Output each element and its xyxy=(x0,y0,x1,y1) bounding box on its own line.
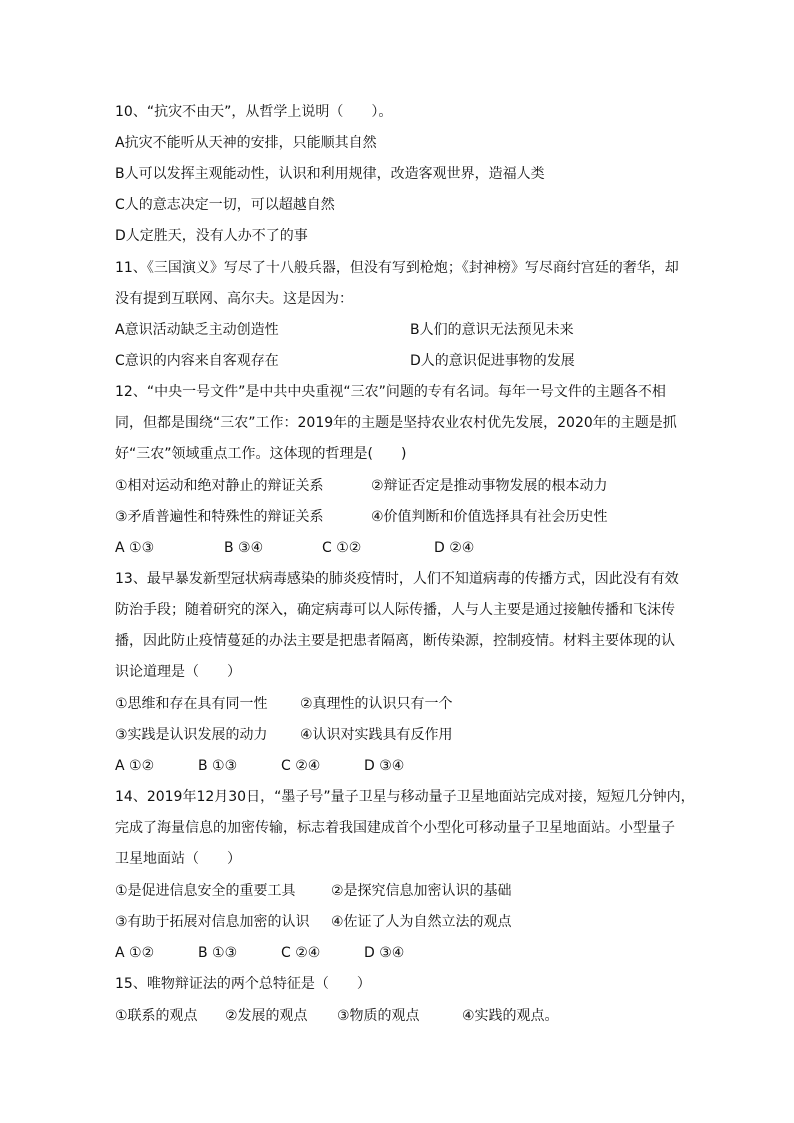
question-13-statement-1: ①思维和存在具有同一性 xyxy=(115,696,268,712)
question-12-statement-1: ①相对运动和绝对静止的辩证关系 xyxy=(115,478,324,494)
question-14-stem-line-1: 14、2019年12月30日，“墨子号”量子卫星与移动量子卫星地面站完成对接，短短几分钟内， xyxy=(115,789,695,805)
question-12-stem-line-3: 好“三农”领域重点工作。这体现的哲理是( ) xyxy=(115,446,407,462)
question-13-statement-2: ②真理性的认识只有一个 xyxy=(300,696,453,712)
question-15-statement-2: ②发展的观点 xyxy=(225,1008,308,1024)
question-14-statement-3: ③有助于拓展对信息加密的认识 xyxy=(115,914,310,930)
question-12-option-a: A ①③ xyxy=(115,540,155,556)
question-10-option-d: D人定胜天，没有人办不了的事 xyxy=(115,228,308,244)
question-15-statement-1: ①联系的观点 xyxy=(115,1008,198,1024)
question-14-stem-line-2: 完成了海量信息的加密传输，标志着我国建成首个小型化可移动量子卫星地面站。小型量子 xyxy=(115,820,675,836)
question-11-option-c: C意识的内容来自客观存在 xyxy=(115,353,279,369)
question-14-statement-1: ①是促进信息安全的重要工具 xyxy=(115,883,296,899)
question-12-statement-2: ②辩证否定是推动事物发展的根本动力 xyxy=(371,478,608,494)
question-14-option-c: C ②④ xyxy=(281,945,321,961)
question-10-option-c: C人的意志决定一切，可以超越自然 xyxy=(115,197,335,213)
question-12-option-d: D ②④ xyxy=(434,540,475,556)
question-11-option-a: A意识活动缺乏主动创造性 xyxy=(115,322,279,338)
question-11-stem-line-1: 11、《三国演义》写尽了十八般兵器，但没有写到枪炮；《封神榜》写尽商纣宫廷的奢华，却 xyxy=(115,260,679,276)
question-14-statement-4: ④佐证了人为自然立法的观点 xyxy=(331,914,512,930)
question-12-stem-line-1: 12、“中央一号文件”是中共中央重视“三农”问题的专有名词。每年一号文件的主题各不相 xyxy=(115,384,666,400)
question-14-option-b: B ①③ xyxy=(198,945,238,961)
question-13-option-c: C ②④ xyxy=(281,758,321,774)
question-14-option-d: D ③④ xyxy=(364,945,405,961)
question-12-statement-3: ③矛盾普遍性和特殊性的辩证关系 xyxy=(115,509,324,525)
question-15-statement-4: ④实践的观点。 xyxy=(462,1008,559,1024)
question-13-option-b: B ①③ xyxy=(198,758,238,774)
question-15-stem: 15、唯物辩证法的两个总特征是（ ） xyxy=(115,976,371,992)
question-12-statement-4: ④价值判断和价值选择具有社会历史性 xyxy=(371,509,608,525)
question-12-stem-line-2: 同，但都是围绕“三农”工作：2019年的主题是坚持农业农村优先发展，2020年的主题是抓 xyxy=(115,415,677,431)
question-13-stem-line-3: 播，因此防止疫情蔓延的办法主要是把患者隔离，断传染源，控制疫情。材料主要体现的认 xyxy=(115,633,675,649)
question-13-stem-line-4: 识论道理是（ ） xyxy=(115,664,241,680)
question-13-statement-4: ④认识对实践具有反作用 xyxy=(300,727,453,743)
question-10-option-b: B人可以发挥主观能动性，认识和利用规律，改造客观世界，造福人类 xyxy=(115,166,545,182)
question-14-option-a: A ①② xyxy=(115,945,155,961)
question-14-stem-line-3: 卫星地面站（ ） xyxy=(115,851,241,867)
question-11-stem-line-2: 没有提到互联网、高尔夫。这是因为： xyxy=(115,291,353,307)
question-13-option-d: D ③④ xyxy=(364,758,405,774)
question-10-option-a: A抗灾不能听从天神的安排，只能顺其自然 xyxy=(115,135,377,151)
question-13-stem-line-2: 防治手段；随着研究的深入，确定病毒可以人际传播，人与人主要是通过接触传播和飞沫传 xyxy=(115,602,675,618)
question-13-statement-3: ③实践是认识发展的动力 xyxy=(115,727,268,743)
question-12-option-c: C ①② xyxy=(322,540,362,556)
question-13-stem-line-1: 13、最早暴发新型冠状病毒感染的肺炎疫情时，人们不知道病毒的传播方式，因此没有有效 xyxy=(115,571,679,587)
question-11-option-b: B人们的意识无法预见未来 xyxy=(410,322,574,338)
question-14-statement-2: ②是探究信息加密认识的基础 xyxy=(331,883,512,899)
question-10-stem: 10、“抗灾不由天”，从哲学上说明（ ）。 xyxy=(115,104,393,120)
question-12-option-b: B ③④ xyxy=(224,540,264,556)
question-15-statement-3: ③物质的观点 xyxy=(337,1008,420,1024)
question-13-option-a: A ①② xyxy=(115,758,155,774)
question-11-option-d: D人的意识促进事物的发展 xyxy=(410,353,575,369)
